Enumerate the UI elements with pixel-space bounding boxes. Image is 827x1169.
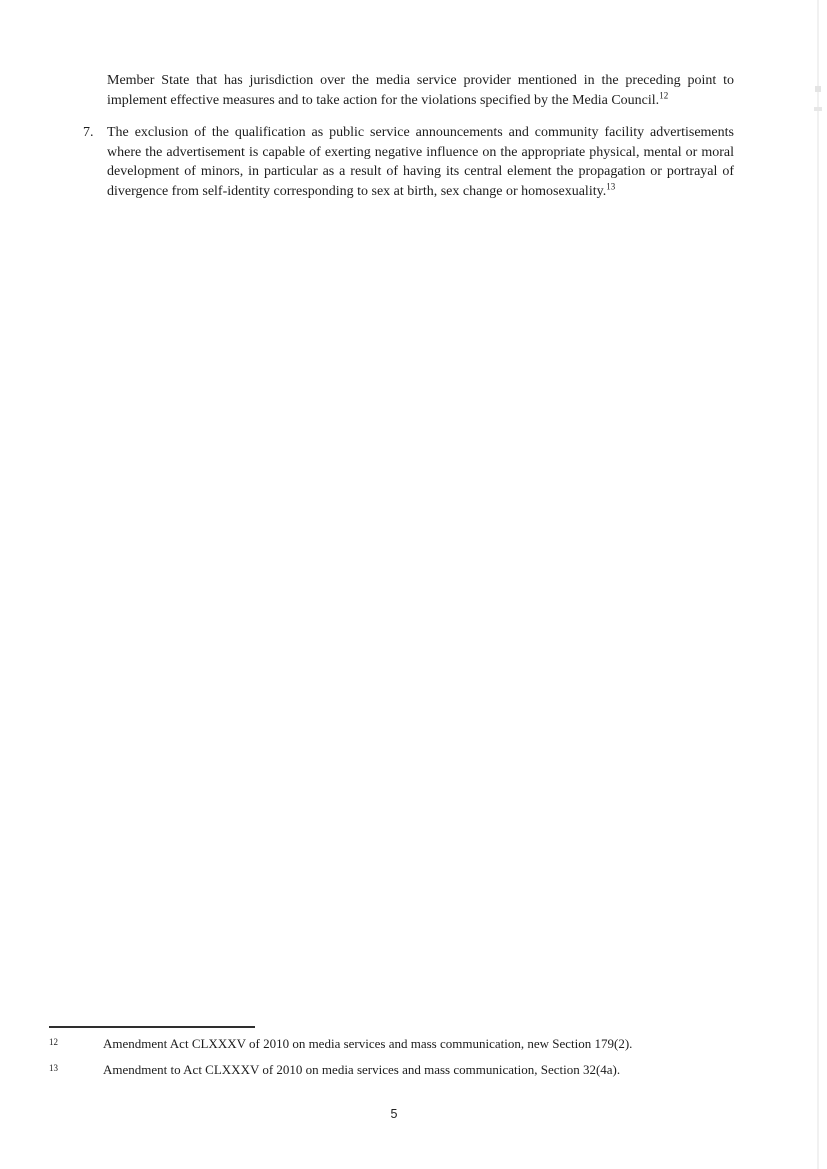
footnote-reference-13: 13 [606, 180, 616, 191]
footnote-12-number: 12 [49, 1037, 58, 1047]
footnote-separator-rule [49, 1026, 255, 1028]
footnote-13-text: Amendment to Act CLXXXV of 2010 on media services and mass communication, Section 32(4a). [103, 1062, 621, 1077]
footnote-reference-12: 12 [659, 89, 669, 100]
list-item-7-text: The exclusion of the qualification as public service announcements and community facility advertisements where the advertisement is capable of exerting negative influence on the appropriate physical, mental or moral development of minors, in particular as a result of having its central element the propagation or portrayal of divergence from self-identity corresponding to sex at birth, sex change or homosexuality. [107, 125, 734, 199]
list-item-7-marker: 7. [83, 125, 94, 140]
paragraph-continuation-text: Member State that has jurisdiction over the media service provider mentioned in the preceding point to implement effective measures and to take action for the violations specified by the Media Council. [107, 73, 734, 108]
list-item-7 [83, 123, 734, 201]
scan-artifact-smudge [814, 107, 822, 111]
scan-artifact-smudge [815, 86, 821, 92]
page-number: 5 [390, 1107, 398, 1121]
footnote-12 [49, 1036, 749, 1052]
list-item-7-body [107, 123, 734, 201]
paragraph-continuation [107, 71, 734, 110]
footnote-13-number: 13 [49, 1063, 58, 1073]
footnote-13 [49, 1062, 749, 1078]
footnote-12-text: Amendment Act CLXXXV of 2010 on media services and mass communication, new Section 179(2). [103, 1036, 633, 1051]
scan-artifact-line [817, 0, 819, 1169]
main-text-block [83, 71, 734, 201]
